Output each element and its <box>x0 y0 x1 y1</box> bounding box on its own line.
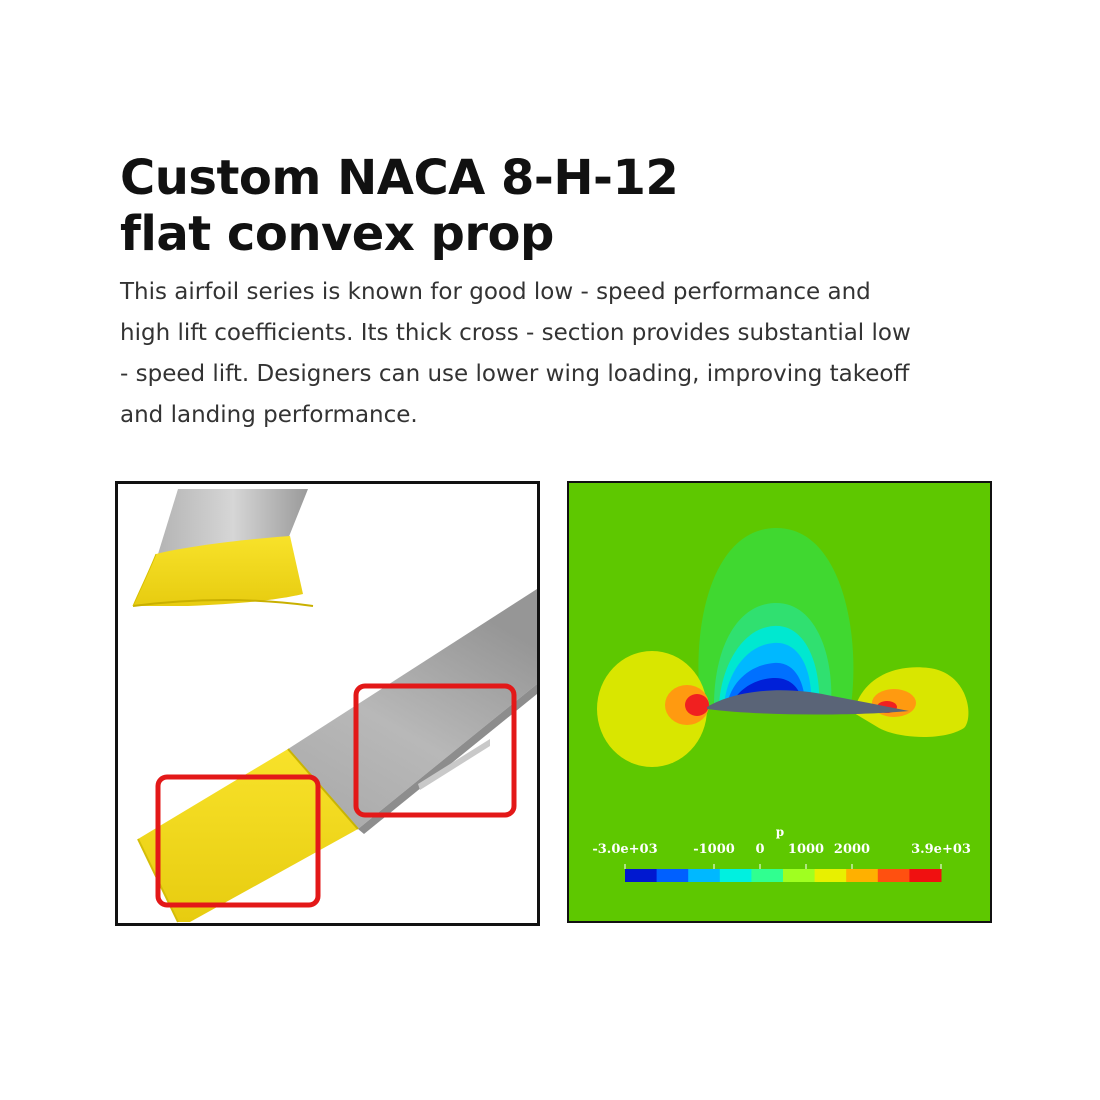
colorbar-swatch <box>625 869 657 882</box>
colorbar-tick-label: 1000 <box>787 842 825 857</box>
colorbar-swatch <box>783 869 815 882</box>
colorbar-tick-label: -1000 <box>693 842 735 857</box>
colorbar-tick-label: 3.9e+03 <box>911 842 971 857</box>
colorbar-swatch <box>878 869 910 882</box>
colorbar-swatch <box>688 869 720 882</box>
colorbar-swatch <box>751 869 783 882</box>
colorbar-swatch <box>815 869 847 882</box>
colorbar-swatch <box>846 869 878 882</box>
description-paragraph: This airfoil series is known for good low - speed performance and high lift coefficients. Its thick cross - section provides substantial low - speed lift. Designers can use lower wing loading, improving takeoff and landing performance. <box>120 279 911 428</box>
pressure-contour-plot <box>567 481 992 923</box>
colorbar-swatch <box>909 869 941 882</box>
colorbar-swatch <box>657 869 689 882</box>
blade-tip-inset <box>133 489 313 606</box>
colorbar-tick-label: 0 <box>755 842 765 857</box>
page-title-line-1: Custom NACA 8-H-12 <box>120 150 679 206</box>
colorbar-title: p <box>775 825 785 839</box>
page-title-line-2: flat convex prop <box>120 206 554 262</box>
propeller-blade <box>138 589 537 922</box>
colorbar-swatch <box>720 869 752 882</box>
colorbar-tick-label: -3.0e+03 <box>592 842 658 857</box>
page-title <box>120 150 920 262</box>
colorbar-tick-label: 2000 <box>833 842 871 857</box>
propeller-blade-photo <box>115 481 540 926</box>
